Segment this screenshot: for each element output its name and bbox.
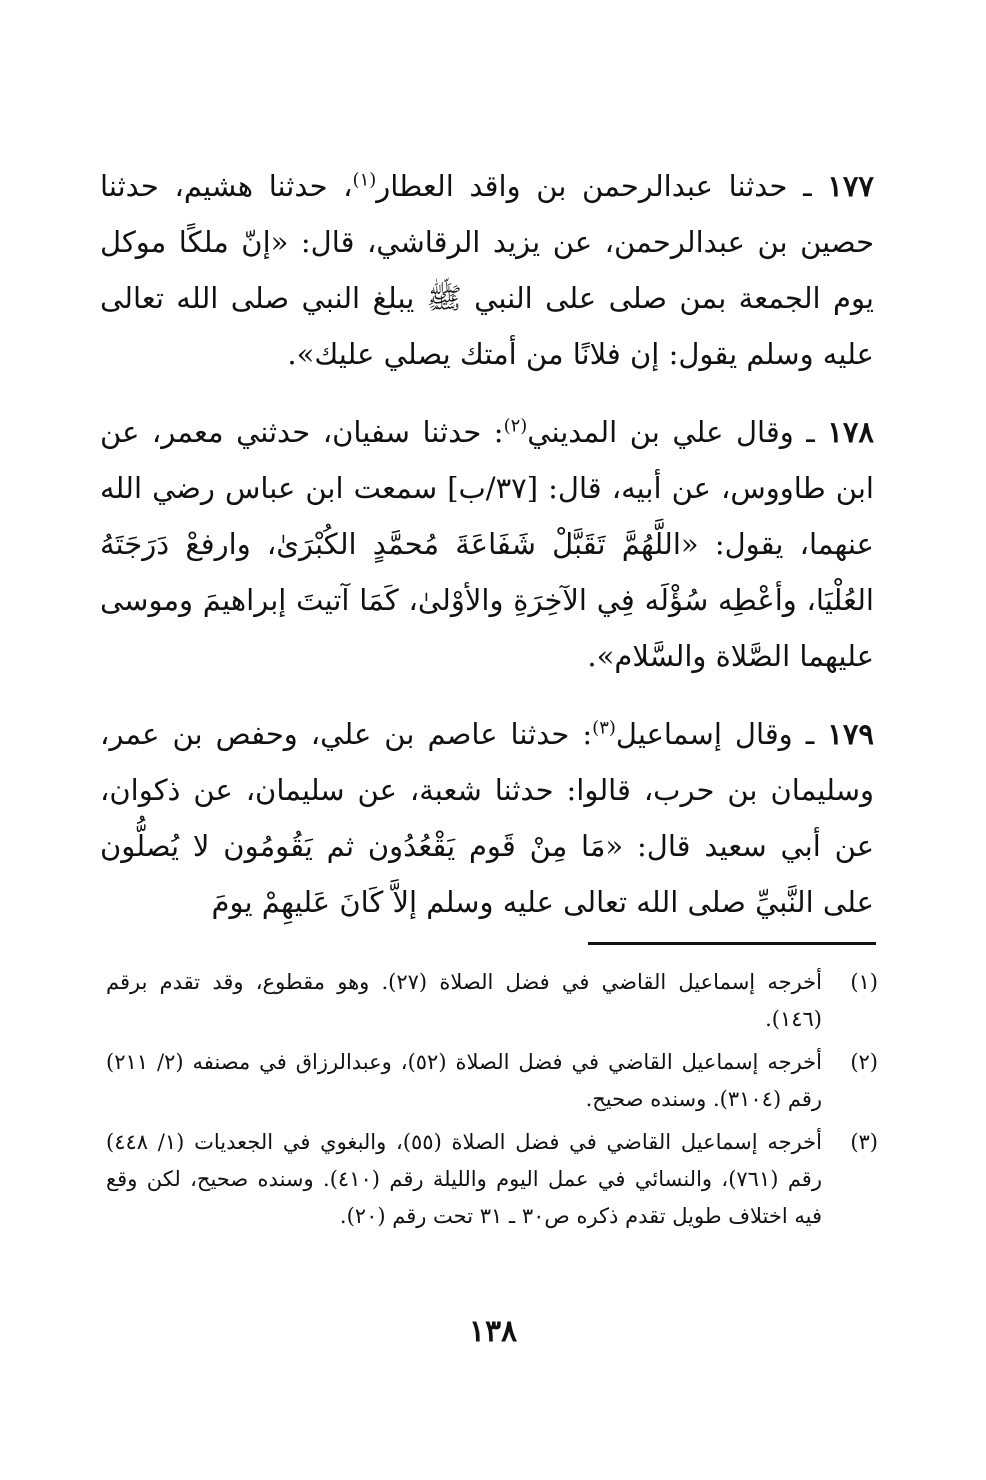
- footnote-reference[interactable]: (١): [352, 169, 377, 191]
- footnote-divider: [588, 942, 876, 945]
- hadith-intro: ـ حدثنا عبدالرحمن بن واقد العطار: [376, 169, 812, 203]
- hadith-intro: ـ وقال إسماعيل: [615, 717, 815, 751]
- hadith-178: [100, 404, 874, 684]
- footnote-1: [106, 964, 878, 1038]
- hadith-177: [100, 158, 874, 382]
- page-number: ١٣٨: [468, 1314, 518, 1349]
- hadith-text: ، حدثنا هشيم، حدثنا حصين بن عبدالرحمن، عن يزيد الرقاشي، قال: «إنّ ملكًا موكل يوم الجمعة بمن صلى على النبي ﷺ يبلغ النبي صلى الله تعالى عليه وسلم يقول: إن فلانًا من أمتك يصلي عليك».: [100, 169, 874, 371]
- hadith-179: [100, 706, 874, 930]
- hadith-intro: ـ وقال علي بن المديني: [527, 415, 815, 449]
- hadith-number: ١٧٧: [827, 169, 875, 203]
- main-text: [100, 158, 874, 952]
- footnotes: [106, 964, 878, 1241]
- hadith-text: : حدثنا عاصم بن علي، وحفص بن عمر، وسليمان بن حرب، قالوا: حدثنا شعبة، عن سليمان، عن ذكوان، عن أبي سعيد قال: «مَا مِنْ قَوم يَقْعُدُون ثم يَقُومُون لا يُصلُّون على النَّبيِّ صلى الله تعالى عليه وسلم إلاَّ كَانَ عَليهِمْ يومَ: [100, 717, 874, 919]
- footnote-text: أخرجه إسماعيل القاضي في فضل الصلاة (٢٧). وهو مقطوع، وقد تقدم برقم (١٤٦).: [106, 970, 822, 1031]
- hadith-text: : حدثنا سفيان، حدثني معمر، عن ابن طاووس، عن أبيه، قال: [٣٧/ب] سمعت ابن عباس رضي الله عنهما، يقول: «اللَّهُمَّ تَقَبَّلْ شَفَاعَةَ مُحمَّدٍ الكُبْرَىٰ، وارفعْ دَرَجَتَهُ العُلْيَا، وأعْطِه سُؤْلَه فِي الآخِرَةِ والأوْلىٰ، كَمَا آتيتَ إبراهيمَ وموسى عليهما الصَّلاة والسَّلام».: [100, 415, 874, 673]
- footnote-3: [106, 1124, 878, 1235]
- hadith-number: ١٧٩: [827, 717, 874, 751]
- hadith-number: ١٧٨: [827, 415, 875, 449]
- footnote-number: (١): [850, 970, 878, 994]
- footnote-2: [106, 1044, 878, 1118]
- footnote-reference[interactable]: (٢): [503, 415, 528, 437]
- footnote-reference[interactable]: (٣): [592, 717, 616, 739]
- footnote-text: أخرجه إسماعيل القاضي في فضل الصلاة (٥٢)، وعبدالرزاق في مصنفه (٢/ ٢١١) رقم (٣١٠٤). وسنده صحيح.: [106, 1050, 822, 1111]
- footnote-number: (٣): [850, 1130, 878, 1154]
- footnote-number: (٢): [850, 1050, 878, 1074]
- footnote-text: أخرجه إسماعيل القاضي في فضل الصلاة (٥٥)، والبغوي في الجعديات (١/ ٤٤٨) رقم (٧٦١)، والنسائي في عمل اليوم والليلة رقم (٤١٠). وسنده صحيح، لكن وقع فيه اختلاف طويل تقدم ذكره ص٣٠ ـ ٣١ تحت رقم (٢٠).: [106, 1130, 822, 1228]
